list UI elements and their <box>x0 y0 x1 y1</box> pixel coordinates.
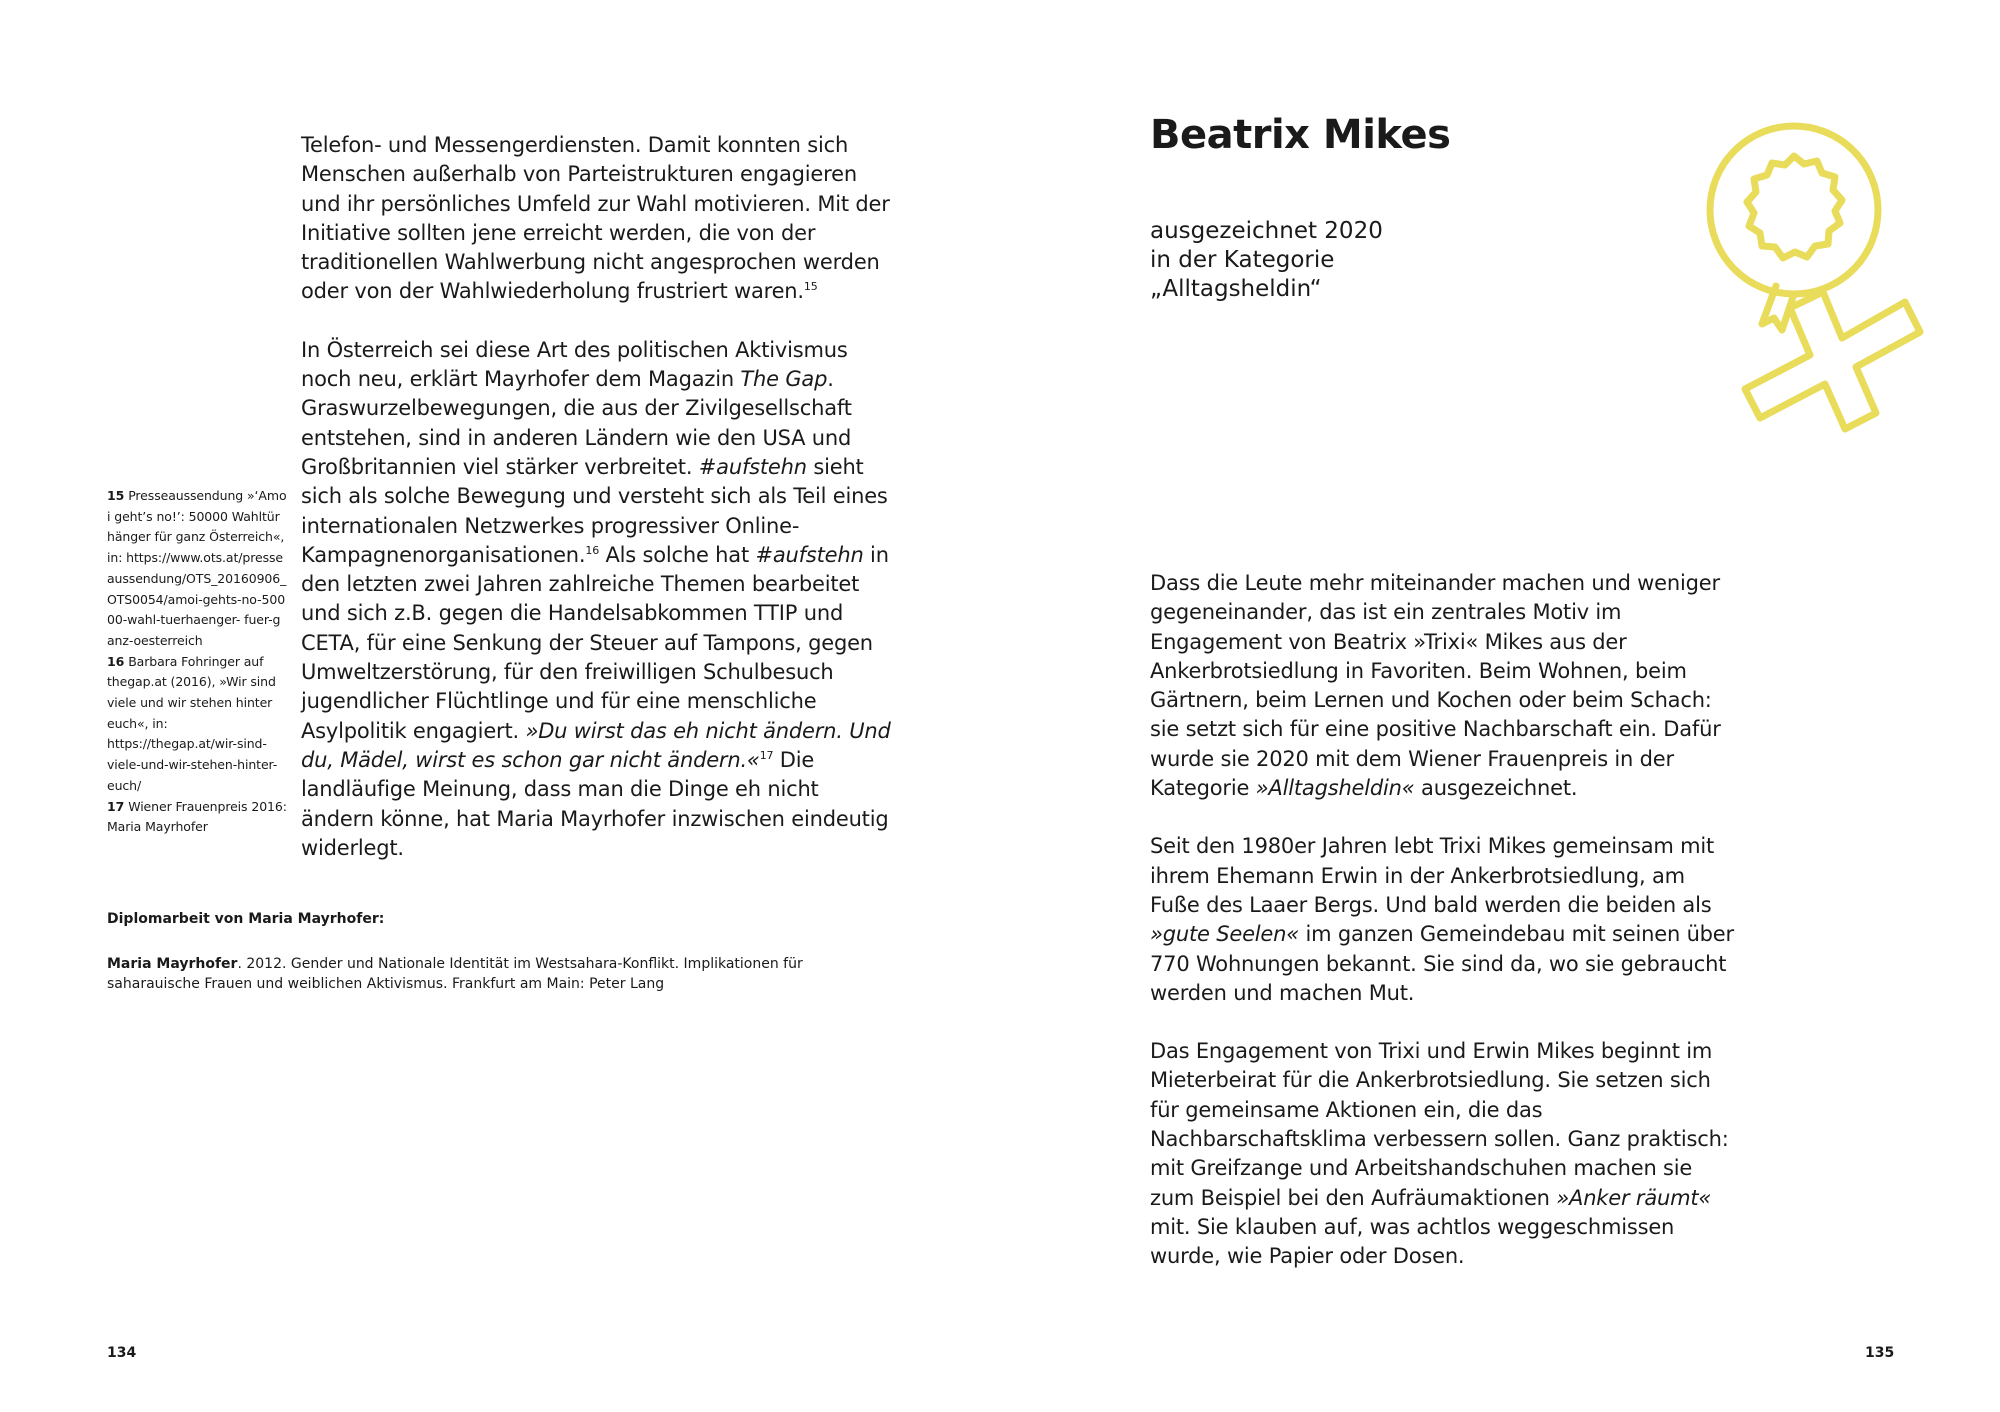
page-number-left: 134 <box>107 1345 137 1361</box>
right-paragraph-1: Dass die Leute mehr miteinander machen und weniger gegeneinander, das ist ein zentrales Motiv im Engagement von Beatrix »Trixi« Mikes aus der Ankerbrotsiedlung in Favoriten. Beim Wohnen, beim Gärtnern, beim Lernen und Kochen oder beim Schach: sie setzt sich für eine positive Nachbarschaft ein. Dafür wurde sie 2020 mit dem Wiener Frauenpreis in der Kategorie »Alltagsheldin« ausgezeichnet. <box>1150 571 1721 801</box>
bibliography-entry: Maria Mayrhofer. 2012. Gender und Nationale Identität im Westsahara-Konflikt. Implikationen für saharauische Frauen und weiblichen Aktivismus. Frankfurt am Main: Peter Lang <box>107 956 803 992</box>
footnote-ref-15[interactable]: 15 <box>803 280 818 294</box>
right-main-text <box>1150 569 1740 1272</box>
footnote-16: 16 Barbara Fohringer auf thegap.at (2016), »Wir sind viele und wir stehen hinter euch«, in: https://thegap.at/wir-sind-viele-und-wir-stehen-hinter-euch/ <box>107 653 278 793</box>
subtitle-line: ausgezeichnet 2020 <box>1150 218 1383 244</box>
footnote-15: 15 Presseaussendung »‘Amoi geht’s no!’: 50000 Wahltürhänger für ganz Österreich«, in: https://www.ots.at/presseaussendung/OTS_20160906_OTS0054/amoi-gehts-no-50000-wahl-tuerhaenger- fuer-ganz-oesterreich <box>107 488 287 648</box>
page-number-right: 135 <box>1865 1345 1895 1361</box>
award-subtitle <box>1150 217 1383 304</box>
left-paragraph-1: Telefon- und Messengerdiensten. Damit konnten sich Menschen außerhalb von Parteistrukturen engagieren und ihr persönliches Umfeld zur Wahl motivieren. Mit der Initiative sollten jene erreicht werden, die von der traditionellen Wahlwerbung nicht angesprochen werden oder von der Wahlwiederholung frustriert waren.$^{15}$ <box>301 133 890 304</box>
subtitle-line: „Alltagsheldin“ <box>1150 276 1322 302</box>
footnotes <box>107 486 287 838</box>
left-paragraph-2: In Österreich sei diese Art des politischen Aktivismus noch neu, erklärt Mayrhofer dem Magazin The Gap. Graswurzelbewegungen, die aus der Zivilgesellschaft entstehen, sind in anderen Ländern wie den USA und Großbritannien viel stärker verbreitet. #aufstehn sieht sich als solche Bewegung und versteht sich als Teil eines internationalen Netzwerkes progressiver Online-Kampagnenorganisationen.$^{16}$ Als solche hat #aufstehn in den letzten zwei Jahren zahlreiche Themen bearbeitet und sich z.B. gegen die Handelsabkommen TTIP und CETA, für eine Senkung der Steuer auf Tampons, gegen Umweltzerstörung, für den freiwilligen Schulbesuch jugendlicher Flüchtlinge und für eine menschliche Asylpolitik engagiert. »Du wirst das eh nicht ändern. Und du, Mädel, wirst es schon gar nicht ändern.«$^{17}$ Die landläufige Meinung, dass man die Dinge eh nicht ändern könne, hat Maria Mayrhofer inzwischen eindeutig widerlegt. <box>301 337 891 860</box>
footnote-ref-16[interactable]: 16 <box>585 543 600 557</box>
right-page <box>1000 0 2000 1412</box>
footnote-17: 17 Wiener Frauenpreis 2016: Maria Mayrhofer <box>107 798 287 835</box>
left-main-text <box>301 131 891 863</box>
right-paragraph-3: Das Engagement von Trixi und Erwin Mikes beginnt im Mieterbeirat für die Ankerbrotsiedlung. Sie setzen sich für gemeinsame Aktionen ein, die das Nachbarschaftsklima verbessern sollen. Ganz praktisch: mit Greifzange und Arbeitshandschuhen machen sie zum Beispiel bei den Aufräumaktionen »Anker räumt« mit. Sie klauben auf, was achtlos weggeschmissen wurde, wie Papier oder Dosen. <box>1150 1039 1729 1269</box>
venus-award-emblem-icon <box>1690 118 1960 463</box>
bibliography-heading: Diplomarbeit von Maria Mayrhofer: <box>107 911 385 927</box>
profile-title: Beatrix Mikes <box>1150 112 1451 158</box>
footnote-ref-17[interactable]: 17 <box>759 748 774 762</box>
subtitle-line: in der Kategorie <box>1150 247 1335 273</box>
right-paragraph-2: Seit den 1980er Jahren lebt Trixi Mikes gemeinsam mit ihrem Ehemann Erwin in der Ankerbrotsiedlung, am Fuße des Laaer Bergs. Und bald werden die beiden als »gute Seelen« im ganzen Gemeindebau mit seinen über 770 Wohnungen bekannt. Sie sind da, wo sie gebraucht werden und machen Mut. <box>1150 834 1734 1005</box>
